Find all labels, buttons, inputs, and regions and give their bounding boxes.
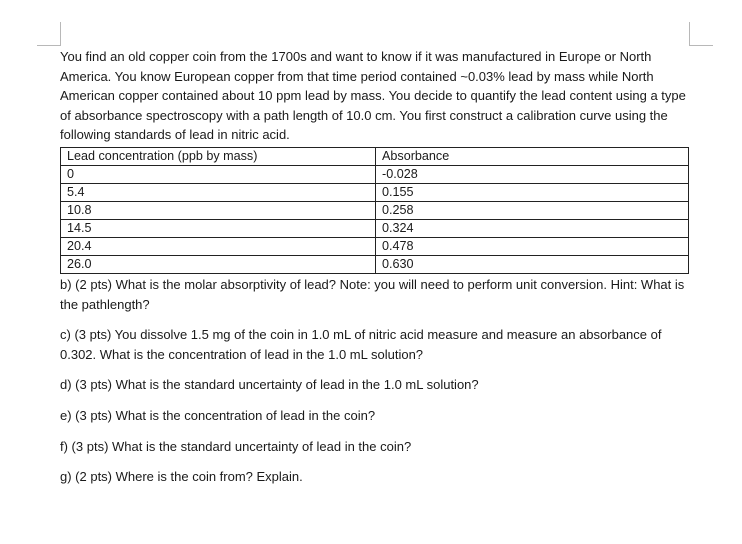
header-lead-concentration: Lead concentration (ppb by mass)	[61, 147, 376, 165]
cell-absorbance: 0.324	[376, 219, 689, 237]
table-header-row	[61, 147, 689, 165]
cell-concentration: 0	[61, 165, 376, 183]
cell-absorbance: -0.028	[376, 165, 689, 183]
table-row	[61, 237, 689, 255]
cell-absorbance: 0.155	[376, 183, 689, 201]
table-row	[61, 255, 689, 273]
question-e: e) (3 pts) What is the concentration of lead in the coin?	[60, 407, 376, 423]
cell-absorbance: 0.258	[376, 201, 689, 219]
intro-paragraph: You find an old copper coin from the 1700s and want to know if it was manufactured in Europe or North America. You know European copper from that time period contained ~0.03% lead by mass while North American copper contained about 10 ppm lead by mass. You decide to quantify the lead content using a type of absorbance spectroscopy with a path length of 10.0 cm. You first construct a calibration curve using the following standards of lead in nitric acid.	[60, 49, 686, 143]
question-g: g) (2 pts) Where is the coin from? Explain.	[60, 469, 303, 485]
header-absorbance: Absorbance	[376, 147, 689, 165]
table-row	[61, 219, 689, 237]
cell-concentration: 5.4	[61, 183, 376, 201]
cell-concentration: 14.5	[61, 219, 376, 237]
table-row	[61, 183, 689, 201]
table-row	[61, 201, 689, 219]
cell-concentration: 26.0	[61, 255, 376, 273]
cell-absorbance: 0.630	[376, 255, 689, 273]
document-body	[60, 47, 690, 487]
page-crop-mark-right	[689, 22, 713, 46]
question-f: f) (3 pts) What is the standard uncertainty of lead in the coin?	[60, 438, 412, 454]
question-b: b) (2 pts) What is the molar absorptivity of lead? Note: you will need to perform unit conversion. Hint: What is the pathlength?	[60, 276, 685, 312]
calibration-standards-table	[60, 147, 689, 274]
page-crop-mark-left	[37, 22, 61, 46]
question-c: c) (3 pts) You dissolve 1.5 mg of the coin in 1.0 mL of nitric acid measure and measure an absorbance of 0.302. What is the concentration of lead in the 1.0 mL solution?	[60, 327, 662, 362]
question-d: d) (3 pts) What is the standard uncertainty of lead in the 1.0 mL solution?	[60, 377, 479, 393]
cell-concentration: 10.8	[61, 201, 376, 219]
cell-absorbance: 0.478	[376, 237, 689, 255]
table-row	[61, 165, 689, 183]
cell-concentration: 20.4	[61, 237, 376, 255]
